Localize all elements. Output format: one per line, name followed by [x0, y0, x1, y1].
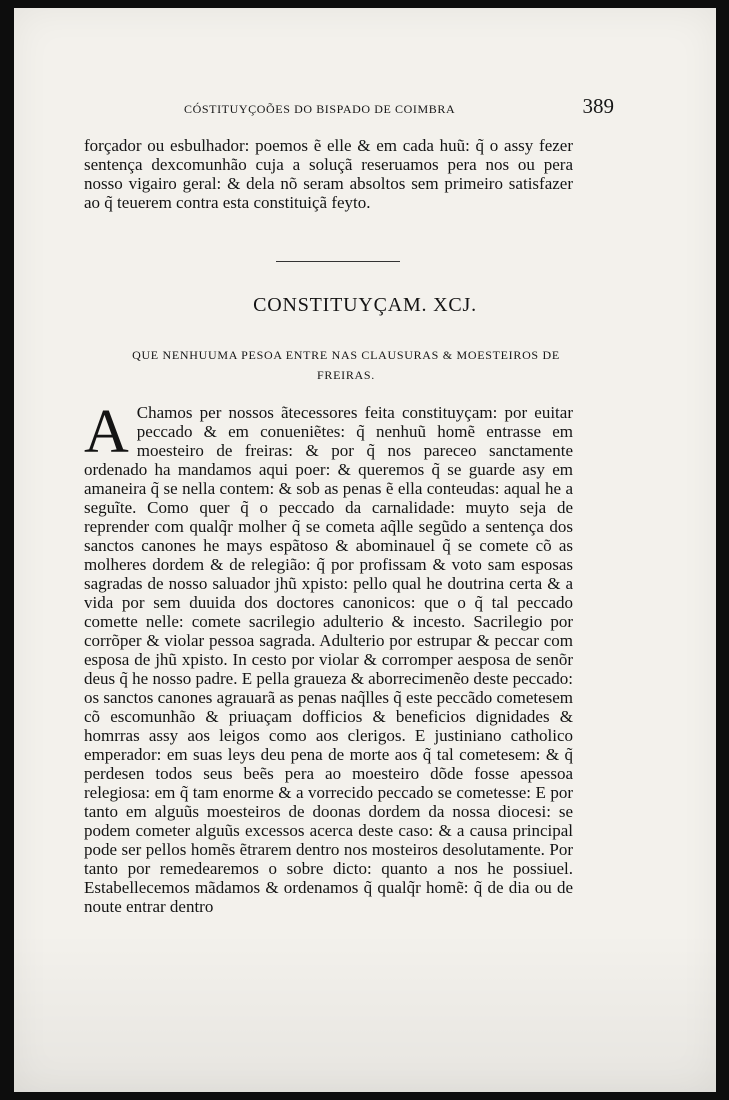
section-subtitle: QUE NENHUUMA PESOA ENTRE NAS CLAUSURAS & MOESTEIROS DE FREIRAS.	[132, 348, 560, 382]
body-text: Chamos per nossos ãtecessores feita constituyçam: por euitar peccado & em conueniẽtes: q̃ nenhuũ homẽ entrasse em moesteiro de freiras: & por q̃ nos pareceo sanctamente ordenado ha mandamos aqui poer: & queremos q̃ se guarde asy em amaneira q̃ se nella contem: & sob as penas ẽ ella conteudas: aqual he a seguĩte. Como quer q̃ o peccado da carnalidade: muyto seja de reprender com qualq̃r molher q̃ se cometa aq̃lle segũdo a sentença dos sanctos canones he mays espãtoso & abominauel q̃ se comete cõ as molheres dordem & de relegião: q̃ por profissam & voto sam esposas sagradas de nosso saluador jhũ xpisto: pello qual he doutrina certa & a vida por sem duuida dos doctores canonicos: que o q̃ tal peccado comette nelle: comete sacrilegio adulterio & incesto. Sacrilegio por corrõper & violar pessoa sagrada. Adulterio por estrupar & peccar com esposa de jhũ xpisto. In cesto por violar & corromper aesposa de senõr deus q̃ he nosso padre. E pella graueza & aborrecimenẽo deste peccado: os sanctos canones agrauarã as penas naq̃lles q̃ este peccãdo cometesem cõ escomunhão & priuaçam dofficios & beneficios dignidades & homrras assy aos leigos como aos clerigos. E justiniano catholico emperador: em suas leys deu pena de morte aos q̃ tal cometesem: & q̃ perdesen todos seus beẽs pera ao moesteiro dõde fosse apessoa relegiosa: em q̃ tam enorme & a vorrecido peccado se cometesse: E por tanto em alguũs moesteiros de doonas dordem da nossa diocesi: se podem cometer alguũs excessos acerca deste caso: & a causa principal pode ser pellos homẽs ẽtrarem dentro nos mosteiros desolutamente. Por tanto por remedearemos o sobre dicto: quanto a nos he possiuel. Estabellecemos mãdamos & ordenamos q̃ qualq̃r homẽ: q̃ de dia ou de noute entrar dentro	[84, 403, 574, 916]
body-paragraph	[84, 398, 574, 916]
drop-cap: A	[84, 398, 129, 466]
section-title: CONSTITUYÇAM. XCJ.	[253, 294, 477, 316]
page-number: 389	[582, 94, 614, 118]
book-page	[14, 8, 716, 1092]
running-head: CÓSTITUYÇOÕES DO BISPADO DE COIMBRA	[184, 102, 456, 116]
page-header	[84, 94, 614, 124]
continuation-paragraph: forçador ou esbulhador: poemos ẽ elle & em cada huũ: q̃ o assy fezer sentença dexcomunhão cuja a soluçã reseruamos pera nos ou pera nosso vigairo geral: & dela nõ seram absoltos sem primeiro satisfazer ao q̃ teuerem contra esta constituiçã feyto.	[84, 136, 573, 212]
section-divider	[276, 261, 400, 262]
